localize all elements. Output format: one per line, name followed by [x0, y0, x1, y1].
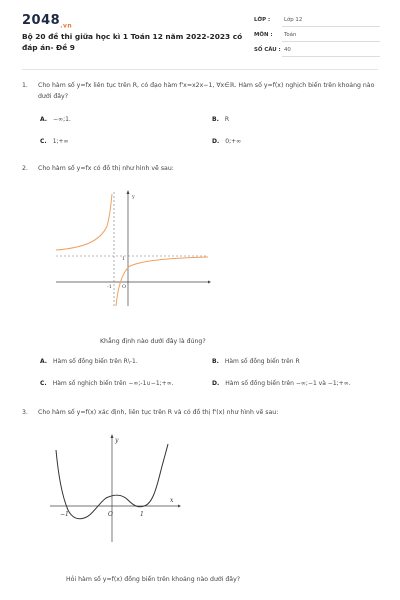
question-3-text: Cho hàm số y=f(x) xác định, liên tục trên R và có đồ thị f'(x) như hình vẽ sau: — [38, 409, 279, 416]
meta-divider — [282, 56, 380, 57]
meta-label: LỚP : — [254, 17, 271, 23]
question-2-number: 2. — [22, 165, 28, 172]
meta-subject-row — [254, 32, 380, 44]
meta-label: MÔN : — [254, 32, 273, 38]
graph-label-origin: O — [122, 284, 127, 290]
graph-label-neg-one: -1 — [107, 284, 112, 290]
y-axis-arrow-icon — [111, 434, 114, 438]
meta-divider — [282, 26, 380, 27]
question-3-graph — [48, 432, 184, 544]
meta-class-row — [254, 17, 380, 29]
question-1-option-b[interactable]: B. R — [212, 116, 230, 123]
meta-count-row — [254, 47, 380, 59]
question-2-option-d[interactable]: D. Hàm số đồng biến trên −∞;−1 và −1;+∞. — [212, 380, 351, 387]
meta-divider — [282, 41, 380, 42]
graph-label-one: 1 — [122, 256, 126, 262]
meta-value: Lớp 12 — [284, 17, 303, 23]
y-axis-arrow-icon — [127, 190, 130, 194]
graph-y-label: y — [115, 437, 119, 444]
question-2-prompt: Khẳng định nào dưới đây là đúng? — [100, 338, 206, 345]
header-divider — [22, 69, 378, 70]
question-1-option-a[interactable]: A. −∞;1. — [40, 116, 71, 123]
graph-curve-right — [116, 257, 208, 306]
question-2-option-b[interactable]: B. Hàm số đồng biến trên R — [212, 358, 300, 365]
question-2-option-c[interactable]: C. Hàm số nghịch biến trên −∞;-1∪−1;+∞. — [40, 380, 174, 387]
graph-curve-left — [56, 194, 112, 250]
question-2-graph — [52, 186, 212, 310]
graph-label-one: 1 — [140, 511, 144, 518]
meta-value: Toán — [284, 32, 297, 38]
question-1-option-c[interactable]: C. 1;+∞ — [40, 138, 69, 145]
question-1-number: 1. — [22, 82, 28, 89]
logo-suffix: .vn — [60, 22, 73, 30]
question-3-number: 3. — [22, 409, 28, 416]
graph-label-neg-one: −1 — [60, 511, 69, 518]
x-axis-arrow-icon — [178, 505, 181, 508]
question-1-option-d[interactable]: D. 0;+∞ — [212, 138, 242, 145]
question-1-text: Cho hàm số y=fx liên tục trên R, có đạo hàm f'x=x2x−1, ∀x∈ℝ. Hàm số y=f(x) nghịch biến trên khoảng nào dưới đây? — [38, 82, 375, 100]
logo-text: 2048 — [22, 13, 61, 28]
document-title: Bộ 20 đề thi giữa học kì 1 Toán 12 năm 2022-2023 có đáp án- Đề 9 — [22, 32, 243, 52]
x-axis-arrow-icon — [208, 281, 211, 284]
meta-value: 40 — [284, 47, 291, 53]
question-3-prompt: Hỏi hàm số y=f(x) đồng biến trên khoảng nào dưới đây? — [66, 576, 241, 583]
site-logo[interactable] — [22, 13, 72, 30]
question-2-text: Cho hàm số y=fx có đồ thị như hình vẽ sau: — [38, 165, 174, 172]
meta-label: SỐ CÂU : — [254, 47, 281, 53]
question-2-option-a[interactable]: A. Hàm số đồng biến trên R\-1. — [40, 358, 138, 365]
graph-x-label: x — [170, 497, 174, 504]
graph-y-label: y — [132, 194, 135, 200]
graph-label-origin: O — [108, 511, 113, 518]
